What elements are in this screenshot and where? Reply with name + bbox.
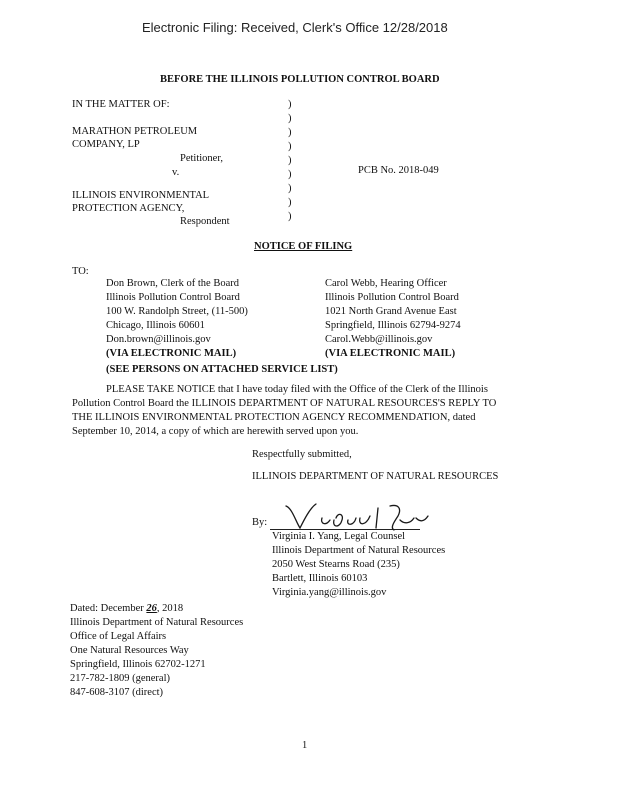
office-line: One Natural Resources Way: [70, 645, 189, 656]
versus: v.: [172, 167, 180, 178]
recipient-email: Carol.Webb@illinois.gov: [325, 334, 433, 345]
office-line: Springfield, Illinois 62702-1271: [70, 659, 206, 670]
delivery-method: (VIA ELECTRONIC MAIL): [325, 348, 456, 359]
signer-email: Virginia.yang@illinois.gov: [272, 587, 387, 598]
case-number: PCB No. 2018-049: [358, 165, 439, 176]
signer-line: Virginia I. Yang, Legal Counsel: [272, 531, 406, 542]
caption-bracket: ): [288, 197, 292, 208]
office-phone: 847-608-3107 (direct): [70, 687, 164, 698]
matter-line: IN THE MATTER OF:: [72, 99, 170, 110]
body-line: THE ILLINOIS ENVIRONMENTAL PROTECTION AGENCY RECOMMENDATION, dated: [72, 412, 476, 423]
by-label: By:: [252, 517, 268, 528]
office-phone: 217-782-1809 (general): [70, 673, 171, 684]
closing: Respectfully submitted,: [252, 449, 352, 460]
signature-stroke: [286, 504, 428, 530]
recipient-line: Illinois Pollution Control Board: [106, 292, 240, 303]
recipient-line: Don Brown, Clerk of the Board: [106, 278, 239, 289]
caption-bracket: ): [288, 99, 292, 110]
caption-bracket: ): [288, 113, 292, 124]
petitioner-role: Petitioner,: [180, 153, 224, 164]
service-list-note: (SEE PERSONS ON ATTACHED SERVICE LIST): [106, 364, 338, 375]
notice-body: [72, 383, 496, 439]
respondent-role: Respondent: [180, 216, 230, 227]
office-line: Illinois Department of Natural Resources: [70, 617, 244, 628]
body-line: September 10, 2014, a copy of which are herewith served upon you.: [72, 426, 359, 437]
dated-year: , 2018: [156, 603, 184, 614]
recipient-line: 1021 North Grand Avenue East: [325, 306, 457, 317]
caption-bracket: ): [288, 141, 292, 152]
recipient-line: Springfield, Illinois 62794-9274: [325, 320, 461, 331]
respondent-name-2: PROTECTION AGENCY,: [72, 203, 185, 214]
to-label: TO:: [72, 266, 89, 277]
recipient-line: Carol Webb, Hearing Officer: [325, 278, 447, 289]
recipient-hearing-officer: [325, 277, 461, 361]
submitter-org: ILLINOIS DEPARTMENT OF NATURAL RESOURCES: [252, 471, 499, 482]
respondent-name-1: ILLINOIS ENVIRONMENTAL: [72, 190, 210, 201]
caption-bracket: ): [288, 211, 292, 222]
recipient-clerk: [106, 277, 248, 361]
body-line: PLEASE TAKE NOTICE that I have today filed with the Office of the Clerk of the Illinois: [106, 384, 488, 395]
signer-block: [272, 530, 445, 600]
dated-label: Dated: December: [70, 603, 144, 614]
petitioner-name-1: MARATHON PETROLEUM: [72, 126, 198, 137]
recipient-line: 100 W. Randolph Street, (11-500): [106, 306, 248, 317]
signer-line: 2050 West Stearns Road (235): [272, 559, 400, 570]
date-block: [70, 602, 243, 700]
caption-bracket: ): [288, 169, 292, 180]
page-number: 1: [302, 740, 308, 751]
delivery-method: (VIA ELECTRONIC MAIL): [106, 348, 237, 359]
signer-line: Illinois Department of Natural Resources: [272, 545, 446, 556]
notice-title: NOTICE OF FILING: [254, 241, 353, 252]
dated-line: [70, 602, 243, 616]
clerk-stamp: Electronic Filing: Received, Clerk's Office 12/28/2018: [142, 20, 448, 35]
dated-day: 26: [146, 603, 157, 614]
caption-bracket: ): [288, 127, 292, 138]
recipient-email: Don.brown@illinois.gov: [106, 334, 211, 345]
board-heading: BEFORE THE ILLINOIS POLLUTION CONTROL BOARD: [160, 74, 440, 85]
body-line: Pollution Control Board the ILLINOIS DEPARTMENT OF NATURAL RESOURCES'S REPLY TO: [72, 398, 497, 409]
office-line: Office of Legal Affairs: [70, 631, 167, 642]
recipient-line: Illinois Pollution Control Board: [325, 292, 459, 303]
signer-line: Bartlett, Illinois 60103: [272, 573, 368, 584]
recipient-line: Chicago, Illinois 60601: [106, 320, 205, 331]
caption-bracket: ): [288, 183, 292, 194]
petitioner-name-2: COMPANY, LP: [72, 139, 140, 150]
caption-bracket: ): [288, 155, 292, 166]
